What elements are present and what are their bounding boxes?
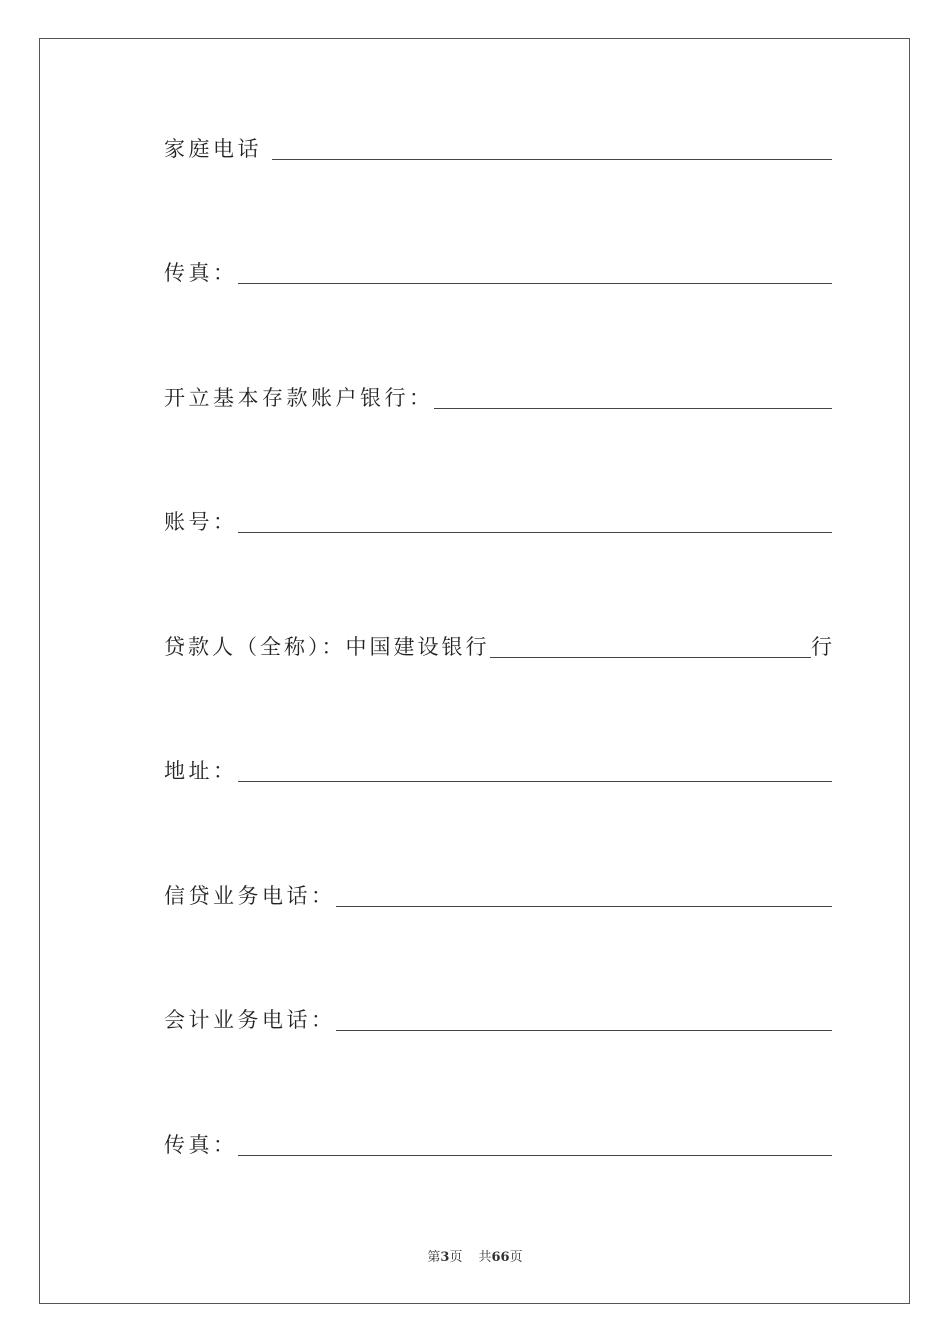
field-label: 家庭电话 — [164, 137, 262, 161]
field-suffix: 行 — [811, 635, 832, 659]
field-label: 信贷业务电话： — [164, 884, 336, 908]
fax-field-2 — [164, 1130, 832, 1160]
page-unit: 页 — [449, 1250, 463, 1265]
field-label: 贷款人（全称）：中国建设银行 — [164, 635, 490, 659]
page-prefix: 第 — [427, 1250, 441, 1265]
total-prefix: 共 — [478, 1250, 492, 1265]
lender-name-field — [164, 632, 832, 662]
fill-in-line[interactable] — [272, 159, 832, 160]
field-label: 地址： — [164, 759, 238, 783]
credit-business-phone-field — [164, 881, 832, 911]
page-number: 3 — [440, 1250, 450, 1265]
fill-in-line[interactable] — [238, 532, 833, 533]
total-pages: 66 — [491, 1250, 510, 1265]
field-label: 会计业务电话： — [164, 1008, 336, 1032]
account-number-field — [164, 507, 832, 537]
address-field — [164, 756, 832, 786]
page-footer — [0, 1246, 950, 1265]
fax-field — [164, 258, 832, 288]
fill-in-line[interactable] — [238, 1155, 833, 1156]
fill-in-line[interactable] — [336, 906, 833, 907]
field-label: 传真： — [164, 1133, 238, 1157]
fill-in-line[interactable] — [490, 657, 812, 658]
page-frame — [39, 38, 910, 1304]
fill-in-line[interactable] — [238, 781, 833, 782]
field-label: 传真： — [164, 261, 238, 285]
basic-account-bank-field — [164, 383, 832, 413]
home-phone-field — [164, 134, 832, 164]
fill-in-line[interactable] — [238, 283, 833, 284]
fill-in-line[interactable] — [434, 408, 833, 409]
field-label: 开立基本存款账户银行： — [164, 386, 434, 410]
fill-in-line[interactable] — [336, 1030, 833, 1031]
accounting-business-phone-field — [164, 1005, 832, 1035]
total-unit: 页 — [509, 1250, 523, 1265]
field-label: 账号： — [164, 510, 238, 534]
